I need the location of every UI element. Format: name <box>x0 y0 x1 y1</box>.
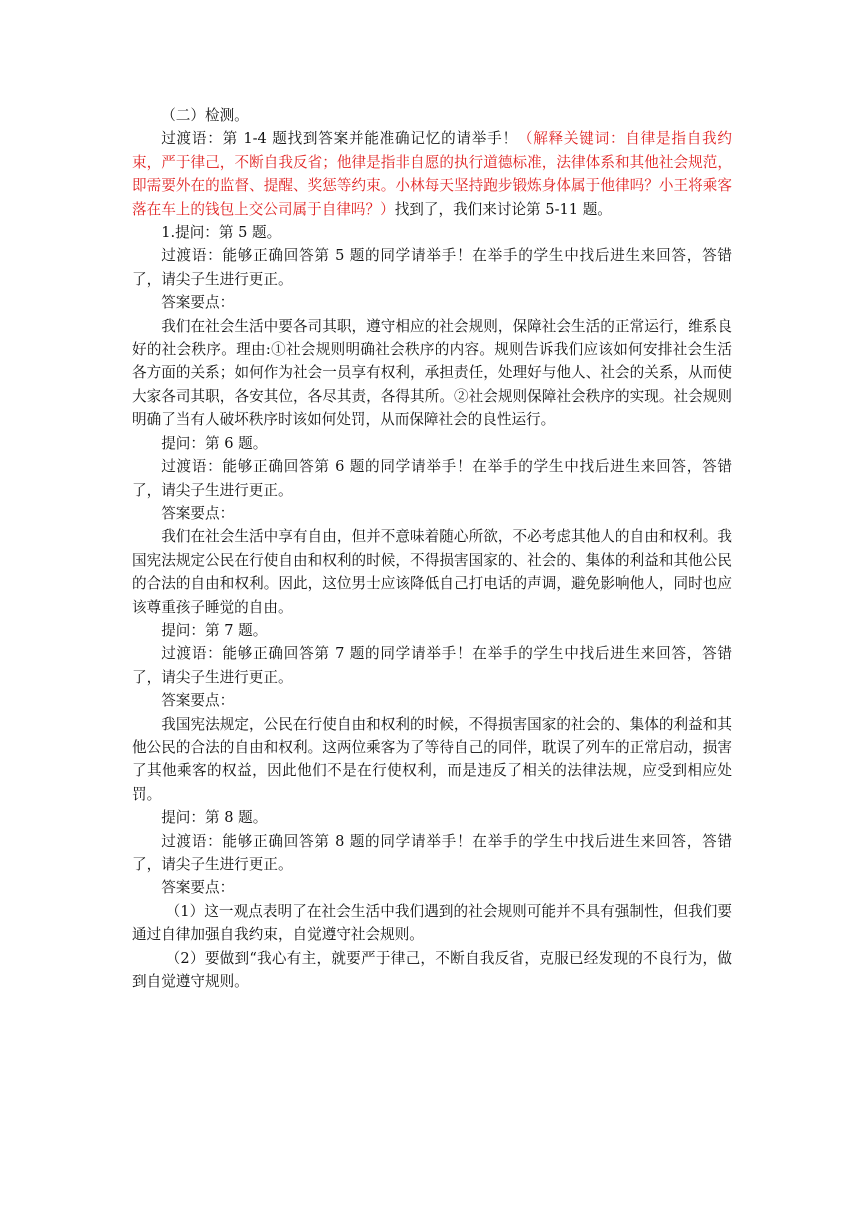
q5-answer-label: 答案要点： <box>161 294 235 312</box>
q5-question: 1.提问：第 5 题。 <box>161 224 282 242</box>
q8-answer-label: 答案要点： <box>161 879 235 897</box>
q8-point-2: （2）要做到“我心有主，就要严于律己，不断自我反省，克服已经发现的不良行为，做到自觉遵守规则。 <box>132 949 732 991</box>
q6-transition: 过渡语：能够正确回答第 6 题的同学请举手！在举手的学生中找后进生来回答，答错了，请尖子生进行更正。 <box>132 458 732 499</box>
q6-question: 提问：第 6 题。 <box>161 434 268 452</box>
keyword-explanation-note: （解释关键词：自律是指自我约束，严于律己，不断自我反省；他律是指非自愿的执行道德标准，法律体系和其他社会规范，即需要外在的监督、提醒、奖惩等约束。小林每天坚持跑步锻炼身体属于他律吗？小王将乘客落在车上的钱包上交公司属于自律吗？） <box>132 130 732 218</box>
q8-question: 提问：第 8 题。 <box>161 809 268 827</box>
intro-tail: 找到了，我们来讨论第 5-11 题。 <box>394 200 612 218</box>
q5-transition: 过渡语：能够正确回答第 5 题的同学请举手！在举手的学生中找后进生来回答，答错了，请尖子生进行更正。 <box>132 247 732 288</box>
q8-transition: 过渡语：能够正确回答第 8 题的同学请举手！在举手的学生中找后进生来回答，答错了，请尖子生进行更正。 <box>132 832 732 873</box>
q5-answer: 我们在社会生活中要各司其职，遵守相应的社会规则，保障社会生活的正常运行，维系良好的社会秩序。理由:①社会规则明确社会秩序的内容。规则告诉我们应该如何安排社会生活各方面的关系；如何作为社会一员享有权利，承担责任，处理好与他人、社会的关系，从而使大家各司其职，各安其位，各尽其责，各得其所。②社会规则保障社会秩序的实现。社会规则明确了当有人破坏秩序时该如何处罚，从而保障社会的良性运行。 <box>132 317 732 429</box>
document-page <box>132 104 732 993</box>
q6-answer: 我们在社会生活中享有自由，但并不意味着随心所欲，不必考虑其他人的自由和权利。我国宪法规定公民在行使自由和权利的时候，不得损害国家的、社会的、集体的利益和其他公民的合法的自由和权利。因此，这位男士应该降低自己打电话的声调，避免影响他人，同时也应该尊重孩子睡觉的自由。 <box>132 528 732 616</box>
intro-lead: 过渡语：第 1-4 题找到答案并能准确记忆的请举手！ <box>161 130 518 148</box>
intro-paragraph <box>132 127 732 221</box>
q8-point-1: （1）这一观点表明了在社会生活中我们遇到的社会规则可能并不具有强制性，但我们要通过自律加强自我约束，自觉遵守社会规则。 <box>132 902 732 944</box>
section-heading: （二）检测。 <box>161 107 249 124</box>
q6-answer-label: 答案要点： <box>161 504 235 522</box>
q7-transition: 过渡语：能够正确回答第 7 题的同学请举手！在举手的学生中找后进生来回答，答错了，请尖子生进行更正。 <box>132 645 732 686</box>
q7-question: 提问：第 7 题。 <box>161 621 268 639</box>
q7-answer: 我国宪法规定，公民在行使自由和权利的时候，不得损害国家的社会的、集体的利益和其他公民的合法的自由和权利。这两位乘客为了等待自己的同伴，耽误了列车的正常启动，损害了其他乘客的权益，因此他们不是在行使权利，而是违反了相关的法律法规，应受到相应处罚。 <box>132 715 732 803</box>
q7-answer-label: 答案要点： <box>161 692 235 710</box>
